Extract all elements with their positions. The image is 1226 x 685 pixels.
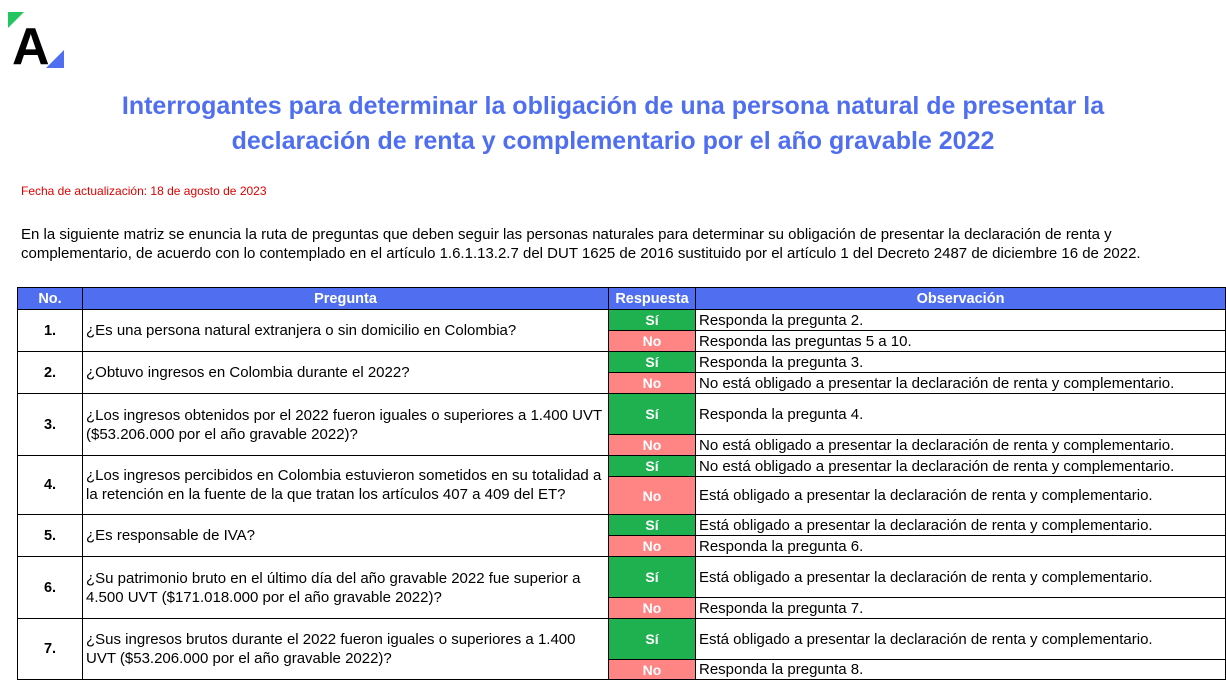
answer-no: No	[609, 660, 696, 680]
row-number: 5.	[18, 515, 83, 557]
intro-line-1: En la siguiente matriz se enuncia la ruta de preguntas que deben seguir las personas naturales para determinar su obligación de presentar la declaración de renta y	[21, 226, 1112, 243]
observation-no: Responda las preguntas 5 a 10.	[696, 331, 1226, 352]
observation-no: Responda la pregunta 8.	[696, 660, 1226, 680]
answer-yes: Sí	[609, 352, 696, 373]
logo-letter: A	[12, 18, 50, 70]
observation-no: Responda la pregunta 6.	[696, 536, 1226, 557]
row-question: ¿Sus ingresos brutos durante el 2022 fueron iguales o superiores a 1.400 UVT ($53.206.000 por el año gravable 2022)?	[83, 619, 609, 680]
answer-no: No	[609, 536, 696, 557]
observation-no: Responda la pregunta 7.	[696, 598, 1226, 619]
questions-table	[17, 287, 1226, 680]
row-number: 4.	[18, 456, 83, 515]
observation-no: No está obligado a presentar la declaración de renta y complementario.	[696, 435, 1226, 456]
row-question: ¿Su patrimonio bruto en el último día del año gravable 2022 fue superior a 4.500 UVT ($171.018.000 por el año gravable 2022)?	[83, 557, 609, 619]
row-question: ¿Es una persona natural extranjera o sin domicilio en Colombia?	[83, 310, 609, 352]
intro-paragraph	[21, 225, 1211, 263]
title-line-2: declaración de renta y complementario por el año gravable 2022	[231, 127, 995, 155]
header-observation: Observación	[696, 288, 1226, 310]
observation-yes: Está obligado a presentar la declaración de renta y complementario.	[696, 619, 1226, 660]
table-row	[18, 394, 1226, 435]
row-number: 2.	[18, 352, 83, 394]
row-question: ¿Los ingresos percibidos en Colombia estuvieron sometidos en su totalidad a la retención en la fuente de la que tratan los artículos 407 a 409 del ET?	[83, 456, 609, 515]
answer-yes: Sí	[609, 394, 696, 435]
update-date: Fecha de actualización: 18 de agosto de 2023	[21, 184, 267, 198]
observation-no: No está obligado a presentar la declaración de renta y complementario.	[696, 373, 1226, 394]
row-question: ¿Los ingresos obtenidos por el 2022 fueron iguales o superiores a 1.400 UVT ($53.206.000 por el año gravable 2022)?	[83, 394, 609, 456]
answer-no: No	[609, 598, 696, 619]
answer-yes: Sí	[609, 456, 696, 477]
row-number: 1.	[18, 310, 83, 352]
answer-no: No	[609, 477, 696, 515]
row-question: ¿Obtuvo ingresos en Colombia durante el 2022?	[83, 352, 609, 394]
table-row	[18, 515, 1226, 536]
answer-no: No	[609, 373, 696, 394]
header-no: No.	[18, 288, 83, 310]
logo-a-icon	[8, 12, 64, 70]
observation-yes: Está obligado a presentar la declaración de renta y complementario.	[696, 515, 1226, 536]
answer-no: No	[609, 331, 696, 352]
header-answer: Respuesta	[609, 288, 696, 310]
table-row	[18, 352, 1226, 373]
observation-yes: Está obligado a presentar la declaración de renta y complementario.	[696, 557, 1226, 598]
page-title	[20, 89, 1206, 159]
table-row	[18, 310, 1226, 331]
table-row	[18, 456, 1226, 477]
observation-yes: No está obligado a presentar la declaración de renta y complementario.	[696, 456, 1226, 477]
header-question: Pregunta	[83, 288, 609, 310]
table-row	[18, 557, 1226, 598]
answer-yes: Sí	[609, 515, 696, 536]
answer-yes: Sí	[609, 557, 696, 598]
row-number: 7.	[18, 619, 83, 680]
observation-yes: Responda la pregunta 3.	[696, 352, 1226, 373]
answer-yes: Sí	[609, 619, 696, 660]
observation-yes: Responda la pregunta 4.	[696, 394, 1226, 435]
observation-no: Está obligado a presentar la declaración de renta y complementario.	[696, 477, 1226, 515]
intro-line-2: complementario, de acuerdo con lo contemplado en el artículo 1.6.1.13.2.7 del DUT 1625 de 2016 sustituido por el artículo 1 del Decreto 2487 de diciembre 16 de 2022.	[21, 245, 1141, 262]
row-question: ¿Es responsable de IVA?	[83, 515, 609, 557]
row-number: 3.	[18, 394, 83, 456]
row-number: 6.	[18, 557, 83, 619]
answer-yes: Sí	[609, 310, 696, 331]
table-header-row	[18, 288, 1226, 310]
table-row	[18, 619, 1226, 660]
observation-yes: Responda la pregunta 2.	[696, 310, 1226, 331]
answer-no: No	[609, 435, 696, 456]
title-line-1: Interrogantes para determinar la obligación de una persona natural de presentar la	[121, 92, 1105, 120]
